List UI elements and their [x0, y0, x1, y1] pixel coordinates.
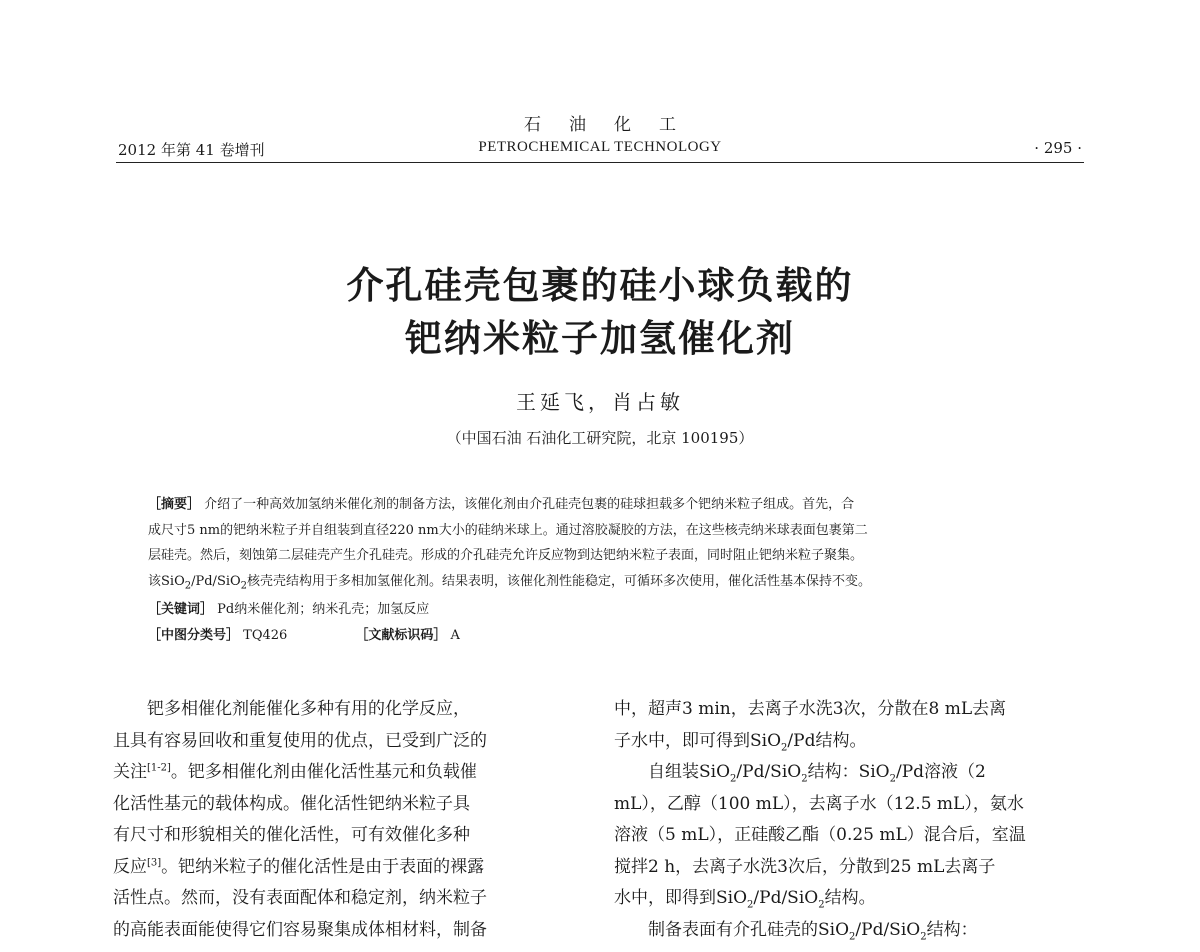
abstract	[148, 492, 1060, 594]
body-line: 制备表面有介孔硅壳的SiO$_2$/Pd/SiO$_2$结构：	[648, 919, 978, 942]
body-line: 中，超声3 min，去离子水洗3次，分散在8 mL去离	[614, 699, 1007, 719]
document-code-label: ［文献标识码］	[355, 628, 447, 643]
body-line: 关注[1-2]。钯多相催化剂由催化活性基元和负载催	[113, 762, 477, 782]
keywords-text: Pd纳米催化剂；纳米孔壳；加氢反应	[217, 602, 430, 617]
abstract-line: 层硅壳。然后，刻蚀第二层硅壳产生介孔硅壳。形成的介孔硅壳允许反应物到达钯纳米粒子表面，同时阻止钯纳米粒子聚集。	[148, 548, 864, 563]
abstract-line: 该SiO$_2$/Pd/SiO$_2$核壳壳结构用于多相加氢催化剂。结果表明，该催化剂性能稳定，可循环多次使用，催化活性基本保持不变。	[148, 573, 872, 592]
body-line: 水中，即得到SiO$_2$/Pd/SiO$_2$结构。	[614, 888, 876, 911]
document-code-value: A	[450, 628, 460, 643]
body-line: 的高能表面能使得它们容易聚集成体相材料，制备	[113, 919, 487, 940]
keywords	[148, 598, 429, 617]
body-line: 搅拌2 h，去离子水洗3次后，分散到25 mL去离子	[614, 856, 996, 877]
journal-english-name: PETROCHEMICAL TECHNOLOGY	[478, 139, 722, 155]
body-column-left	[113, 694, 573, 946]
issue-info: 2012 年第 41 卷增刊	[118, 141, 265, 159]
body-line: 化活性基元的载体构成。催化活性钯纳米粒子具	[113, 793, 470, 814]
journal-chinese-name: 石油化工	[524, 115, 704, 135]
keywords-label: ［关键词］	[148, 602, 214, 617]
abstract-line: ［摘要］ 介绍了一种高效加氢纳米催化剂的制备方法，该催化剂由介孔硅壳包裹的硅球担载多个钯纳米粒子组成。首先，合	[148, 497, 855, 512]
body-line: 钯多相催化剂能催化多种有用的化学反应，	[147, 699, 470, 719]
body-column-right	[614, 694, 1084, 946]
body-line: mL），乙醇（100 mL），去离子水（12.5 mL），氨水	[614, 793, 1024, 814]
classification-value: TQ426	[243, 628, 288, 643]
abstract-line: 成尺寸5 nm的钯纳米粒子并自组装到直径220 nm大小的硅纳米球上。通过溶胶凝胶的方法，在这些核壳纳米球表面包裹第二	[148, 522, 868, 538]
authors: 王延飞，肖占敏	[516, 390, 684, 414]
citation-ref[interactable]: [3]	[147, 856, 162, 868]
paper-title-line-1: 介孔硅壳包裹的硅小球负载的	[346, 264, 854, 307]
abstract-label: ［摘要］	[148, 497, 201, 512]
body-line: 活性点。然而，没有表面配体和稳定剂，纳米粒子	[113, 888, 487, 908]
body-line: 溶液（5 mL），正硅酸乙酯（0.25 mL）混合后，室温	[614, 825, 1026, 845]
affiliation: （中国石油 石油化工研究院，北京 100195）	[446, 429, 754, 447]
classification	[148, 624, 460, 643]
page-number: · 295 ·	[1034, 139, 1082, 157]
body-line: 有尺寸和形貌相关的催化活性，可有效催化多种	[113, 825, 470, 845]
paper-title-line-2: 钯纳米粒子加氢催化剂	[405, 317, 795, 360]
citation-ref[interactable]: [1-2]	[147, 762, 171, 774]
body-line: 自组装SiO$_2$/Pd/SiO$_2$结构：SiO$_2$/Pd溶液（2	[648, 762, 986, 785]
body-line: 反应[3]。钯纳米粒子的催化活性是由于表面的裸露	[113, 856, 485, 877]
body-line: 子水中，即可得到SiO$_2$/Pd结构。	[614, 730, 867, 753]
classification-label: ［中图分类号］	[148, 628, 240, 643]
body-line: 且具有容易回收和重复使用的优点，已受到广泛的	[113, 730, 487, 751]
header-rule	[116, 162, 1084, 163]
